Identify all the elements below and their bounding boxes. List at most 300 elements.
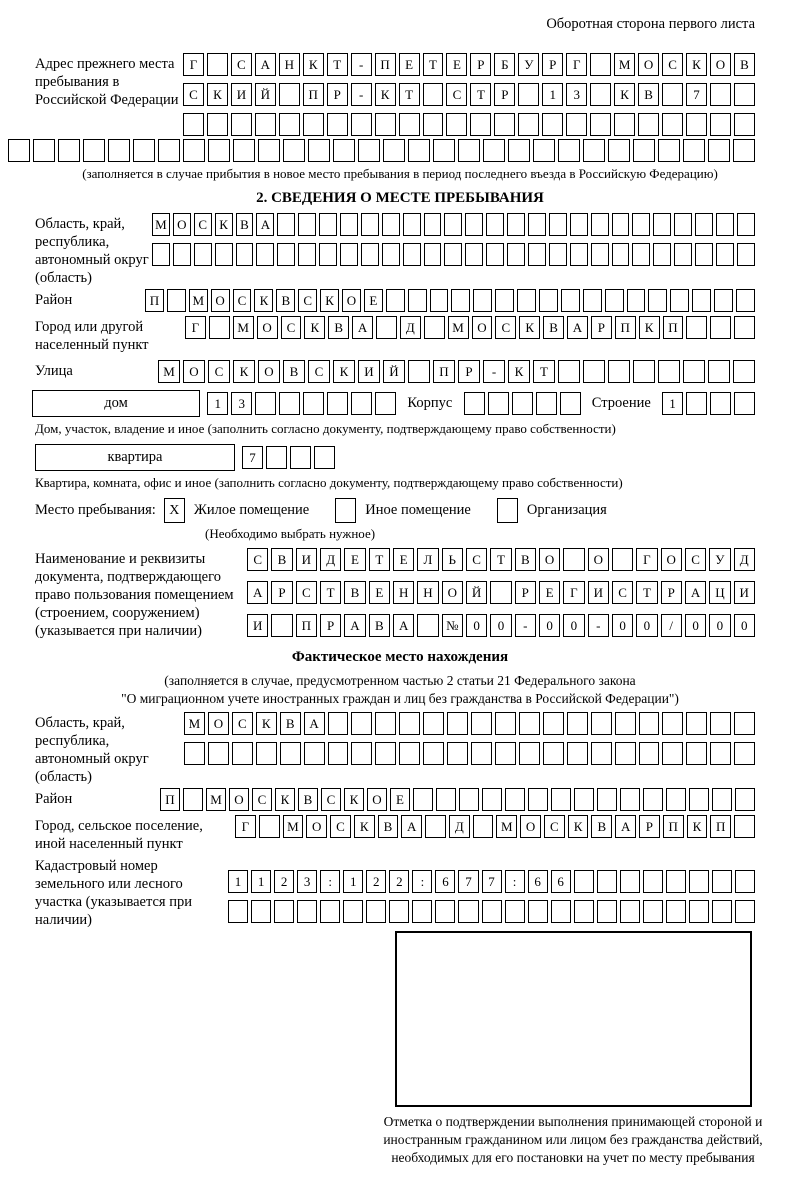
char-cell[interactable] [567, 742, 588, 765]
char-cell[interactable]: О [208, 712, 229, 735]
char-cell[interactable]: К [354, 815, 375, 838]
char-cell[interactable] [327, 392, 348, 415]
char-cell[interactable] [351, 392, 372, 415]
char-cell[interactable]: 2 [389, 870, 409, 893]
char-cell[interactable]: Т [320, 581, 341, 604]
char-cell[interactable] [543, 712, 564, 735]
char-cell[interactable] [184, 742, 205, 765]
char-cell[interactable]: С [466, 548, 487, 571]
char-cell[interactable] [638, 113, 659, 136]
char-cell[interactable] [108, 139, 130, 162]
char-cell[interactable] [591, 243, 609, 266]
char-cell[interactable] [297, 900, 317, 923]
char-cell[interactable]: Б [494, 53, 515, 76]
char-cell[interactable] [519, 742, 540, 765]
char-cell[interactable]: 3 [566, 83, 587, 106]
char-cell[interactable] [290, 446, 311, 469]
char-cell[interactable] [340, 243, 358, 266]
char-cell[interactable]: : [320, 870, 340, 893]
char-cell[interactable]: О [367, 788, 387, 811]
char-cell[interactable] [633, 139, 655, 162]
char-cell[interactable]: 6 [528, 870, 548, 893]
char-cell[interactable] [319, 243, 337, 266]
char-cell[interactable]: Е [399, 53, 420, 76]
char-cell[interactable] [608, 139, 630, 162]
char-cell[interactable]: С [685, 548, 706, 571]
char-cell[interactable] [447, 712, 468, 735]
char-cell[interactable] [256, 742, 277, 765]
char-cell[interactable] [658, 139, 680, 162]
char-cell[interactable]: Й [383, 360, 405, 383]
char-cell[interactable]: 0 [685, 614, 706, 637]
char-cell[interactable] [255, 113, 276, 136]
char-cell[interactable]: Р [542, 53, 563, 76]
char-cell[interactable]: П [663, 316, 684, 339]
char-cell[interactable] [590, 83, 611, 106]
char-cell[interactable]: Т [533, 360, 555, 383]
char-cell[interactable] [686, 392, 707, 415]
char-cell[interactable]: И [296, 548, 317, 571]
char-cell[interactable] [33, 139, 55, 162]
char-cell[interactable] [662, 83, 683, 106]
char-cell[interactable] [666, 788, 686, 811]
char-cell[interactable] [333, 139, 355, 162]
char-cell[interactable]: В [734, 53, 755, 76]
char-cell[interactable] [583, 139, 605, 162]
char-cell[interactable]: Т [399, 83, 420, 106]
char-cell[interactable]: 0 [490, 614, 511, 637]
char-cell[interactable]: М [614, 53, 635, 76]
char-cell[interactable] [208, 742, 229, 765]
char-cell[interactable] [208, 139, 230, 162]
char-cell[interactable] [632, 213, 650, 236]
char-cell[interactable]: Р [515, 581, 536, 604]
char-cell[interactable] [591, 712, 612, 735]
char-cell[interactable] [734, 113, 755, 136]
char-cell[interactable]: : [505, 870, 525, 893]
char-cell[interactable] [574, 900, 594, 923]
char-cell[interactable] [486, 213, 504, 236]
char-cell[interactable]: С [208, 360, 230, 383]
char-cell[interactable] [383, 139, 405, 162]
char-cell[interactable] [424, 213, 442, 236]
char-cell[interactable] [643, 870, 663, 893]
char-cell[interactable] [662, 113, 683, 136]
char-cell[interactable] [590, 113, 611, 136]
char-cell[interactable]: С [662, 53, 683, 76]
char-cell[interactable] [508, 139, 530, 162]
char-cell[interactable] [266, 446, 287, 469]
char-cell[interactable] [615, 742, 636, 765]
char-cell[interactable]: М [206, 788, 226, 811]
char-cell[interactable] [430, 289, 449, 312]
char-cell[interactable]: А [255, 53, 276, 76]
char-cell[interactable] [424, 243, 442, 266]
char-cell[interactable] [653, 213, 671, 236]
char-cell[interactable]: М [152, 213, 170, 236]
char-cell[interactable] [716, 243, 734, 266]
char-cell[interactable]: Т [327, 53, 348, 76]
char-cell[interactable] [183, 113, 204, 136]
char-cell[interactable]: А [567, 316, 588, 339]
char-cell[interactable] [444, 243, 462, 266]
char-cell[interactable] [167, 289, 186, 312]
char-cell[interactable] [533, 139, 555, 162]
char-cell[interactable] [358, 139, 380, 162]
char-cell[interactable] [689, 870, 709, 893]
char-cell[interactable] [279, 83, 300, 106]
char-cell[interactable] [539, 289, 558, 312]
char-cell[interactable]: П [433, 360, 455, 383]
char-cell[interactable]: Е [364, 289, 383, 312]
char-cell[interactable] [298, 213, 316, 236]
char-cell[interactable] [614, 113, 635, 136]
char-cell[interactable]: - [515, 614, 536, 637]
char-cell[interactable] [662, 712, 683, 735]
char-cell[interactable] [471, 742, 492, 765]
char-cell[interactable]: М [158, 360, 180, 383]
char-cell[interactable] [386, 289, 405, 312]
char-cell[interactable] [737, 213, 755, 236]
char-cell[interactable]: С [194, 213, 212, 236]
char-cell[interactable] [686, 113, 707, 136]
char-cell[interactable] [708, 139, 730, 162]
char-cell[interactable] [563, 548, 584, 571]
char-cell[interactable] [255, 392, 276, 415]
char-cell[interactable] [692, 289, 711, 312]
char-cell[interactable]: У [709, 548, 730, 571]
char-cell[interactable]: 3 [297, 870, 317, 893]
char-cell[interactable]: К [215, 213, 233, 236]
char-cell[interactable]: - [588, 614, 609, 637]
char-cell[interactable] [620, 900, 640, 923]
char-cell[interactable] [536, 392, 557, 415]
char-cell[interactable] [567, 712, 588, 735]
char-cell[interactable]: Й [255, 83, 276, 106]
char-cell[interactable]: К [333, 360, 355, 383]
char-cell[interactable] [733, 360, 755, 383]
char-cell[interactable] [662, 742, 683, 765]
char-cell[interactable] [574, 870, 594, 893]
char-cell[interactable] [597, 788, 617, 811]
char-cell[interactable] [488, 392, 509, 415]
char-cell[interactable] [464, 392, 485, 415]
char-cell[interactable] [583, 360, 605, 383]
char-cell[interactable] [608, 360, 630, 383]
char-cell[interactable]: 1 [662, 392, 683, 415]
char-cell[interactable] [446, 113, 467, 136]
char-cell[interactable] [283, 139, 305, 162]
char-cell[interactable]: Г [636, 548, 657, 571]
char-cell[interactable] [233, 139, 255, 162]
char-cell[interactable] [714, 289, 733, 312]
char-cell[interactable]: 0 [466, 614, 487, 637]
char-cell[interactable]: В [236, 213, 254, 236]
char-cell[interactable]: № [442, 614, 463, 637]
char-cell[interactable]: К [275, 788, 295, 811]
char-cell[interactable] [194, 243, 212, 266]
char-cell[interactable] [207, 113, 228, 136]
char-cell[interactable] [399, 742, 420, 765]
char-cell[interactable]: М [283, 815, 304, 838]
char-cell[interactable]: А [401, 815, 422, 838]
char-cell[interactable] [375, 113, 396, 136]
char-cell[interactable]: О [442, 581, 463, 604]
char-cell[interactable] [632, 243, 650, 266]
char-cell[interactable] [549, 213, 567, 236]
char-cell[interactable]: Р [470, 53, 491, 76]
char-cell[interactable] [695, 213, 713, 236]
char-cell[interactable]: М [496, 815, 517, 838]
char-cell[interactable] [507, 243, 525, 266]
char-cell[interactable] [259, 815, 280, 838]
char-cell[interactable] [658, 360, 680, 383]
char-cell[interactable]: И [247, 614, 268, 637]
char-cell[interactable]: В [344, 581, 365, 604]
char-cell[interactable] [328, 712, 349, 735]
char-cell[interactable] [351, 113, 372, 136]
char-cell[interactable] [231, 113, 252, 136]
char-cell[interactable] [251, 900, 271, 923]
char-cell[interactable]: 0 [563, 614, 584, 637]
char-cell[interactable]: В [369, 614, 390, 637]
char-cell[interactable]: Е [539, 581, 560, 604]
char-cell[interactable] [277, 213, 295, 236]
char-cell[interactable]: О [173, 213, 191, 236]
char-cell[interactable]: / [661, 614, 682, 637]
char-cell[interactable] [494, 113, 515, 136]
char-cell[interactable]: П [663, 815, 684, 838]
char-cell[interactable]: А [393, 614, 414, 637]
char-cell[interactable] [207, 53, 228, 76]
char-cell[interactable]: А [256, 213, 274, 236]
char-cell[interactable]: К [344, 788, 364, 811]
char-cell[interactable] [736, 289, 755, 312]
char-cell[interactable] [298, 243, 316, 266]
char-cell[interactable] [549, 243, 567, 266]
char-cell[interactable] [279, 392, 300, 415]
char-cell[interactable] [710, 712, 731, 735]
char-cell[interactable] [518, 113, 539, 136]
char-cell[interactable]: 2 [366, 870, 386, 893]
char-cell[interactable] [570, 243, 588, 266]
char-cell[interactable]: Ь [442, 548, 463, 571]
char-cell[interactable] [173, 243, 191, 266]
char-cell[interactable]: В [298, 788, 318, 811]
char-cell[interactable] [597, 900, 617, 923]
char-cell[interactable] [643, 900, 663, 923]
char-cell[interactable]: 1 [228, 870, 248, 893]
char-cell[interactable] [236, 243, 254, 266]
char-cell[interactable]: 0 [539, 614, 560, 637]
char-cell[interactable]: Е [393, 548, 414, 571]
char-cell[interactable] [710, 83, 731, 106]
char-cell[interactable]: Н [279, 53, 300, 76]
char-cell[interactable] [408, 360, 430, 383]
char-cell[interactable] [689, 788, 709, 811]
char-cell[interactable]: К [687, 815, 708, 838]
char-cell[interactable] [612, 243, 630, 266]
char-cell[interactable] [686, 712, 707, 735]
char-cell[interactable] [517, 289, 536, 312]
char-cell[interactable] [505, 900, 525, 923]
char-cell[interactable] [303, 113, 324, 136]
char-cell[interactable]: С [232, 712, 253, 735]
char-cell[interactable]: К [303, 53, 324, 76]
char-cell[interactable] [152, 243, 170, 266]
char-cell[interactable] [712, 870, 732, 893]
char-cell[interactable] [733, 139, 755, 162]
char-cell[interactable] [473, 289, 492, 312]
char-cell[interactable]: С [296, 581, 317, 604]
char-cell[interactable] [399, 113, 420, 136]
char-cell[interactable] [710, 742, 731, 765]
char-cell[interactable]: Д [400, 316, 421, 339]
char-cell[interactable] [304, 742, 325, 765]
char-cell[interactable] [670, 289, 689, 312]
char-cell[interactable] [425, 815, 446, 838]
char-cell[interactable] [615, 712, 636, 735]
char-cell[interactable]: 7 [458, 870, 478, 893]
char-cell[interactable]: С [612, 581, 633, 604]
char-cell[interactable]: О [183, 360, 205, 383]
char-cell[interactable] [490, 581, 511, 604]
char-cell[interactable] [459, 788, 479, 811]
char-cell[interactable] [361, 243, 379, 266]
char-cell[interactable] [591, 213, 609, 236]
char-cell[interactable] [735, 900, 755, 923]
char-cell[interactable]: 1 [251, 870, 271, 893]
char-cell[interactable] [495, 289, 514, 312]
char-cell[interactable] [605, 289, 624, 312]
char-cell[interactable] [734, 712, 755, 735]
char-cell[interactable]: Т [369, 548, 390, 571]
char-cell[interactable] [735, 870, 755, 893]
char-cell[interactable] [648, 289, 667, 312]
char-cell[interactable] [408, 289, 427, 312]
char-cell[interactable] [403, 243, 421, 266]
char-cell[interactable]: - [351, 83, 372, 106]
char-cell[interactable] [528, 213, 546, 236]
char-cell[interactable] [274, 900, 294, 923]
char-cell[interactable]: Д [734, 548, 755, 571]
char-cell[interactable]: К [686, 53, 707, 76]
char-cell[interactable] [674, 213, 692, 236]
char-cell[interactable] [561, 289, 580, 312]
char-cell[interactable] [308, 139, 330, 162]
char-cell[interactable] [183, 139, 205, 162]
char-cell[interactable]: П [710, 815, 731, 838]
char-cell[interactable] [528, 243, 546, 266]
char-cell[interactable]: П [303, 83, 324, 106]
char-cell[interactable]: К [508, 360, 530, 383]
char-cell[interactable]: Р [320, 614, 341, 637]
char-cell[interactable] [666, 900, 686, 923]
char-cell[interactable]: К [304, 316, 325, 339]
char-cell[interactable]: М [233, 316, 254, 339]
char-cell[interactable]: К [639, 316, 660, 339]
char-cell[interactable]: К [614, 83, 635, 106]
char-cell[interactable] [734, 316, 755, 339]
char-cell[interactable] [280, 742, 301, 765]
char-cell[interactable]: В [543, 316, 564, 339]
char-cell[interactable] [639, 712, 660, 735]
char-cell[interactable]: П [296, 614, 317, 637]
char-cell[interactable]: О [520, 815, 541, 838]
char-cell[interactable]: 0 [612, 614, 633, 637]
char-cell[interactable]: О [539, 548, 560, 571]
char-cell[interactable] [133, 139, 155, 162]
char-cell[interactable] [277, 243, 295, 266]
char-cell[interactable] [712, 788, 732, 811]
char-cell[interactable] [417, 614, 438, 637]
char-cell[interactable] [710, 392, 731, 415]
char-cell[interactable] [327, 113, 348, 136]
char-cell[interactable]: 0 [636, 614, 657, 637]
char-cell[interactable]: Е [344, 548, 365, 571]
char-cell[interactable] [737, 243, 755, 266]
char-cell[interactable] [683, 139, 705, 162]
char-cell[interactable]: В [378, 815, 399, 838]
char-cell[interactable] [566, 113, 587, 136]
char-cell[interactable]: К [375, 83, 396, 106]
char-cell[interactable]: Н [393, 581, 414, 604]
char-cell[interactable] [382, 243, 400, 266]
char-cell[interactable] [627, 289, 646, 312]
char-cell[interactable] [734, 83, 755, 106]
char-cell[interactable]: Г [563, 581, 584, 604]
char-cell[interactable] [58, 139, 80, 162]
char-cell[interactable] [482, 788, 502, 811]
char-cell[interactable] [458, 900, 478, 923]
char-cell[interactable] [271, 614, 292, 637]
char-cell[interactable]: О [710, 53, 731, 76]
char-cell[interactable]: О [258, 360, 280, 383]
char-cell[interactable]: 2 [274, 870, 294, 893]
char-cell[interactable] [558, 360, 580, 383]
char-cell[interactable]: О [638, 53, 659, 76]
char-cell[interactable] [482, 900, 502, 923]
char-cell[interactable] [591, 742, 612, 765]
char-cell[interactable]: С [330, 815, 351, 838]
char-cell[interactable] [403, 213, 421, 236]
char-cell[interactable] [734, 742, 755, 765]
char-cell[interactable]: Р [271, 581, 292, 604]
char-cell[interactable]: 0 [709, 614, 730, 637]
char-cell[interactable] [620, 870, 640, 893]
char-cell[interactable]: Р [639, 815, 660, 838]
char-cell[interactable]: А [304, 712, 325, 735]
char-cell[interactable] [433, 139, 455, 162]
char-cell[interactable] [424, 316, 445, 339]
char-cell[interactable] [340, 213, 358, 236]
char-cell[interactable]: Д [449, 815, 470, 838]
char-cell[interactable] [633, 360, 655, 383]
char-cell[interactable] [512, 392, 533, 415]
char-cell[interactable]: С [321, 788, 341, 811]
char-cell[interactable]: О [472, 316, 493, 339]
char-cell[interactable] [361, 213, 379, 236]
char-cell[interactable] [389, 900, 409, 923]
char-cell[interactable]: И [358, 360, 380, 383]
char-cell[interactable] [451, 289, 470, 312]
char-cell[interactable]: 1 [343, 870, 363, 893]
char-cell[interactable] [412, 900, 432, 923]
char-cell[interactable]: К [320, 289, 339, 312]
char-cell[interactable] [458, 139, 480, 162]
char-cell[interactable]: Е [390, 788, 410, 811]
char-cell[interactable]: С [544, 815, 565, 838]
